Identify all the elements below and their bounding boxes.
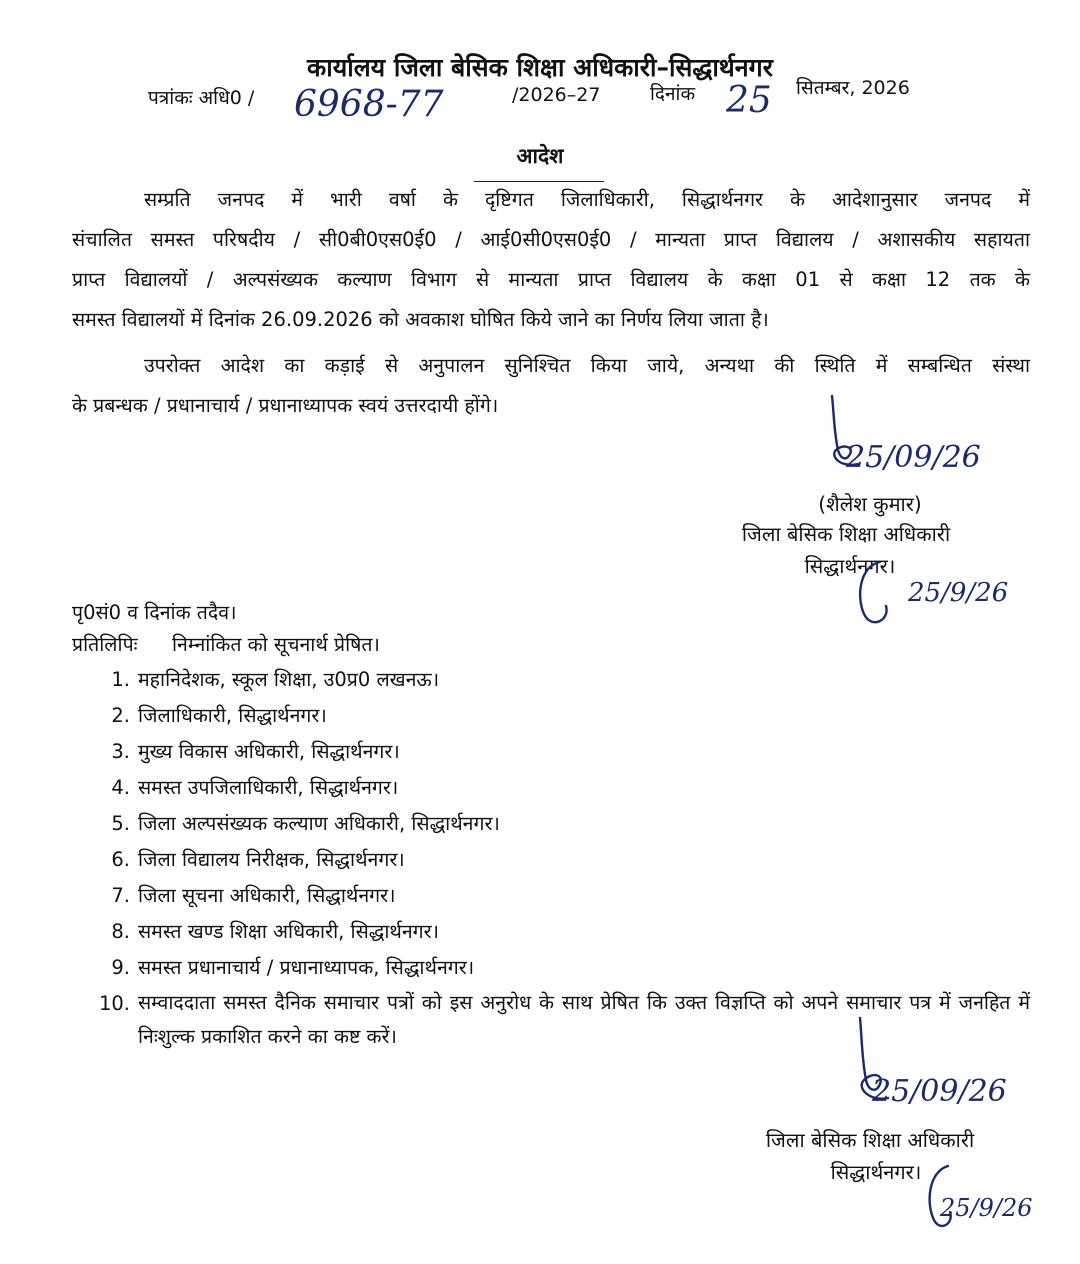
para2-line-2: के प्रबन्धक / प्रधानाचार्य / प्रधानाध्यापक स्वयं उत्तरदायी होंगे।: [72, 394, 499, 417]
para1-line-4: समस्त विद्यालयों में दिनांक 26.09.2026 को अवकाश घोषित किये जाने का निर्णय लिया जाता है।: [72, 308, 769, 331]
order-heading: आदेश: [516, 144, 564, 168]
order-paragraph-1: [72, 180, 1030, 340]
date-month-year: सितम्बर, 2026: [796, 77, 910, 99]
list-item: 4. समस्त उपजिलाधिकारी, सिद्धार्थनगर।: [111, 776, 399, 799]
signature-1-date: 25/09/26: [846, 440, 981, 475]
signature-2-date: 25/09/26: [872, 1074, 1007, 1109]
copy-ref-line: पृ0सं0 व दिनांक तदैव।: [72, 601, 237, 624]
copy-intro: निम्नांकित को सूचनार्थ प्रेषित।: [172, 633, 380, 656]
list-item: 6. जिला विद्यालय निरीक्षक, सिद्धार्थनगर।: [111, 848, 405, 871]
list-item: 2. जिलाधिकारी, सिद्धार्थनगर।: [111, 704, 327, 727]
list-item: 1. महानिदेशक, स्कूल शिक्षा, उ0प्र0 लखनऊ।: [111, 668, 440, 691]
list-item: 5. जिला अल्पसंख्यक कल्याण अधिकारी, सिद्धार्थनगर।: [111, 812, 500, 835]
para2-line-1: उपरोक्त आदेश का कड़ाई से अनुपालन सुनिश्चित किया जाये, अन्यथा की स्थिति में सम्बन्धित संस्था: [144, 354, 1030, 377]
ref-suffix: /2026–27: [512, 84, 601, 106]
ref-number-handwritten: 6968-77: [294, 84, 444, 125]
date-label: दिनांक: [650, 83, 696, 105]
signature-1-initial-date: 25/9/26: [908, 578, 1009, 608]
signatory-place-1: सिद्धार्थनगर।: [804, 554, 896, 578]
signatory-name: (शैलेश कुमार): [818, 492, 922, 516]
signatory-designation-1: जिला बेसिक शिक्षा अधिकारी: [741, 522, 951, 546]
list-item: 8. समस्त खण्ड शिक्षा अधिकारी, सिद्धार्थनगर।: [111, 920, 440, 943]
copy-label: प्रतिलिपिः: [72, 633, 138, 656]
para1-line-2: संचालित समस्त परिषदीय / सी0बी0एस0ई0 / आई0सी0एस0ई0 / मान्यता प्राप्त विद्यालय / अशासकीय सहायता: [72, 228, 1030, 251]
initial-stroke-1: [850, 556, 910, 636]
list-item: 3. मुख्य विकास अधिकारी, सिद्धार्थनगर।: [111, 740, 400, 763]
para1-line-3: प्राप्त विद्यालयों / अल्पसंख्यक कल्याण विभाग से मान्यता प्राप्त विद्यालय के कक्षा 01 से कक्षा 12 तक के: [72, 268, 1030, 291]
signatory-designation-2: जिला बेसिक शिक्षा अधिकारी: [765, 1128, 975, 1152]
para1-line-1: सम्प्रति जनपद में भारी वर्षा के दृष्टिगत जिलाधिकारी, सिद्धार्थनगर के आदेशानुसार जनपद में: [144, 188, 1030, 211]
office-title: कार्यालय जिला बेसिक शिक्षा अधिकारी–सिद्धार्थनगर: [307, 53, 773, 82]
list-item: 7. जिला सूचना अधिकारी, सिद्धार्थनगर।: [111, 884, 396, 907]
signatory-place-2: सिद्धार्थनगर।: [830, 1160, 922, 1184]
copy-recipient-list: [70, 662, 1030, 1060]
date-day-handwritten: 25: [726, 80, 772, 121]
ref-prefix: पत्रांकः अधि0 /: [148, 87, 255, 109]
list-item: 10. सम्वाददाता समस्त दैनिक समाचार पत्रों को इस अनुरोध के साथ प्रेषित कि उक्त विज्ञप्ति को अपने समाचार पत्र में जनहित में निःशुल्क प्रकाशित करने का कष्ट करें।: [98, 991, 1030, 1048]
list-item: 9. समस्त प्रधानाचार्य / प्रधानाध्यापक, सिद्धार्थनगर।: [111, 956, 475, 979]
signature-2-initial-date: 25/9/26: [940, 1194, 1033, 1222]
